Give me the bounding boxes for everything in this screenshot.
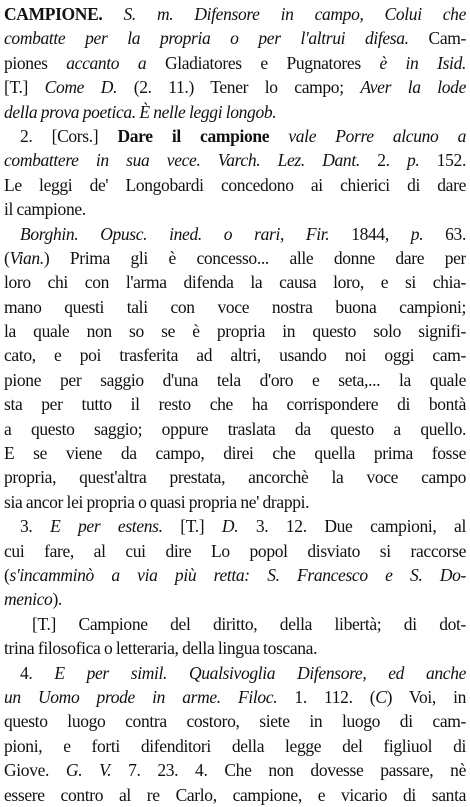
text-run: 2. [Cors.]	[20, 125, 118, 146]
text-run: Le leggi de' Longobardi concedono ai chierici di dare	[4, 174, 466, 195]
text-run: propria, quest'altra prestata, ancorchè la voce campo	[4, 467, 466, 488]
text-run	[269, 126, 288, 146]
entry-line	[4, 441, 466, 465]
dictionary-entry	[4, 2, 466, 807]
text-run: 63.	[423, 223, 466, 244]
text-run: menico	[4, 589, 53, 610]
text-run: sia ancor lei propria o quasi propria ne' drappi.	[4, 491, 310, 512]
entry-line	[4, 417, 466, 441]
text-run: sta per tutto il resto che ha corrispondere di bontà	[4, 394, 466, 415]
entry-line	[4, 100, 466, 124]
entry-line	[4, 685, 466, 709]
text-run: la quale non so se è propria in questo solo signifi-	[4, 321, 466, 342]
text-run: ).	[52, 589, 62, 610]
text-run: essere contro al re Carlo, campione, e vicario di santa	[4, 784, 466, 805]
text-run: E per simil. Qualsivoglia Difensore, ed anche	[54, 662, 466, 683]
text-run: Dare il campione	[117, 125, 270, 146]
text-run: E per estens.	[50, 516, 163, 537]
entry-line	[4, 197, 466, 221]
entry-line	[4, 758, 466, 782]
entry-line	[4, 392, 466, 416]
text-run: piones	[4, 52, 67, 73]
entry-line	[4, 539, 466, 563]
entry-line	[4, 465, 466, 489]
text-run: loro chi con l'arma difenda la causa loro, e si chia-	[4, 272, 466, 293]
text-run: combattere in sua vece. Varch. Lez. Dant.	[4, 150, 360, 171]
text-run: Borghin. Opusc. ined. o rari, Fir.	[20, 223, 330, 244]
text-run: ) Voi, in	[386, 686, 466, 707]
text-run: CAMPIONE.	[4, 4, 103, 24]
entry-line	[4, 783, 466, 807]
text-run: è in Isid.	[379, 52, 466, 73]
text-run: Vian.	[9, 247, 44, 268]
text-run: mano questi tali con voce nostra buona campioni;	[4, 296, 466, 317]
text-run: (2. 11.) Tener lo campo;	[117, 77, 361, 98]
text-run: Come D.	[44, 77, 118, 98]
entry-line	[4, 75, 466, 99]
text-run: trina filosofica o letteraria, della lingua toscana.	[4, 638, 318, 659]
entry-line	[4, 222, 466, 246]
text-run: [T.]	[4, 77, 45, 98]
text-run: combatte per la propria o per l'altrui difesa.	[4, 28, 409, 49]
text-run: pione per saggio d'una tela d'oro e seta,... la quale	[4, 369, 466, 390]
entry-line	[4, 2, 466, 26]
text-run: [T.]	[162, 516, 222, 537]
entry-line	[4, 490, 466, 514]
text-run: Giove.	[4, 760, 66, 781]
text-run: ) Prima gli è concesso... alle donne dare per	[43, 247, 466, 268]
text-run: 3. 12. Due campioni, al	[238, 516, 466, 537]
entry-line	[4, 124, 466, 148]
text-run: D.	[221, 516, 239, 537]
entry-line	[4, 343, 466, 367]
entry-line	[4, 51, 466, 75]
text-run: G. V.	[65, 760, 112, 781]
entry-line	[4, 295, 466, 319]
text-run: della prova poetica. È nelle leggi longob.	[4, 101, 277, 122]
text-run: Aver la lode	[360, 77, 466, 98]
text-run: 2.	[359, 150, 407, 171]
text-run: 152.	[419, 150, 466, 171]
entry-line	[4, 563, 466, 587]
entry-line	[4, 246, 466, 270]
text-run: C	[375, 686, 387, 707]
entry-line	[4, 636, 466, 660]
entry-line	[4, 270, 466, 294]
text-run: s'incamminò a via più retta: S. Francesco e S. Do-	[9, 564, 466, 585]
text-run: (	[4, 564, 10, 585]
text-run: E se viene da campo, direi che quella prima fosse	[4, 443, 466, 464]
text-run: p.	[406, 150, 420, 171]
text-run: un Uomo prode in arme. Filoc.	[4, 686, 278, 707]
text-run: 3.	[20, 516, 51, 537]
text-run	[102, 4, 123, 24]
text-run: 1844,	[329, 223, 411, 244]
text-run: 1. 112. (	[277, 686, 376, 707]
text-run: p.	[410, 223, 424, 244]
entry-line	[4, 734, 466, 758]
text-run: cui fare, al cui dire Lo popol disviato si raccorse	[4, 540, 466, 561]
text-run: Gladiatores e Pugnatores	[146, 52, 380, 73]
entry-line	[4, 587, 466, 611]
text-run: [T.] Campione del diritto, della libertà; di dot-	[32, 613, 466, 634]
text-run: Cam-	[408, 28, 466, 49]
entry-line	[4, 173, 466, 197]
entry-line	[4, 514, 466, 538]
entry-line	[4, 368, 466, 392]
text-run: (	[4, 247, 10, 268]
text-run: 7. 23. 4. Che non dovesse passare, nè	[111, 760, 466, 781]
entry-line	[4, 26, 466, 50]
entry-line	[4, 148, 466, 172]
entry-line	[4, 319, 466, 343]
text-run: cato, e poi trasferita ad altri, usando noi oggi cam-	[4, 345, 466, 366]
text-run: questo luogo contra costoro, siete in luogo di cam-	[4, 711, 466, 732]
entry-line	[4, 661, 466, 685]
text-run: 4.	[20, 662, 55, 683]
entry-line	[4, 709, 466, 733]
text-run: vale Porre alcuno a	[288, 125, 466, 146]
text-run: accanto a	[66, 52, 147, 73]
entry-line	[4, 612, 466, 636]
text-run: S. m. Difensore in campo, Colui che	[123, 4, 466, 24]
text-run: a questo saggio; oppure traslata da questo a quello.	[4, 418, 466, 439]
text-run: il campione.	[4, 199, 86, 220]
text-run: pioni, e forti difenditori della legge del figliuol di	[4, 735, 466, 756]
